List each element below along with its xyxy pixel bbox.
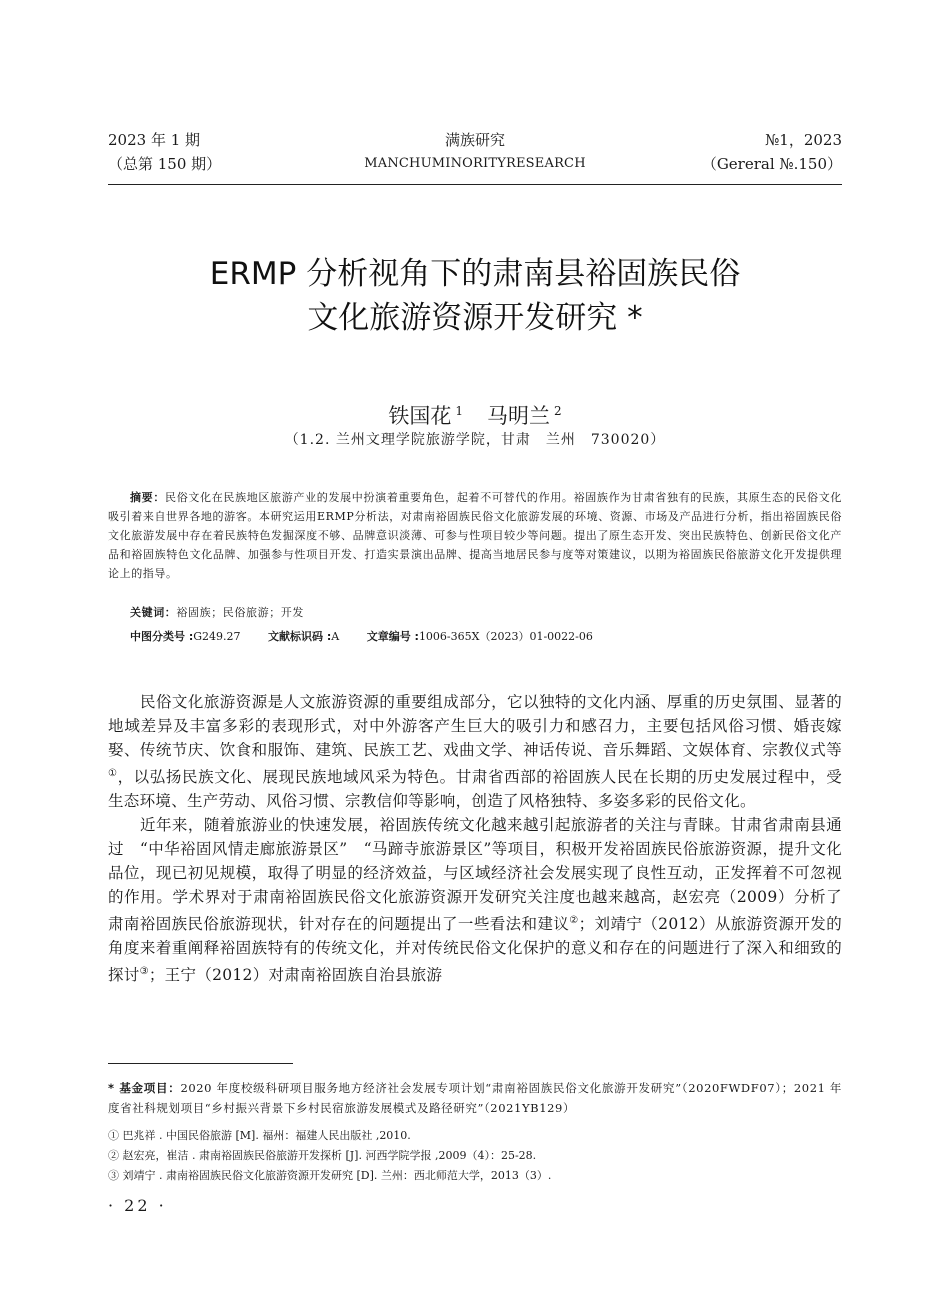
title-line-2: 文化旅游资源开发研究 * (307, 300, 643, 336)
footnote-ref-2[interactable]: ② (569, 915, 579, 927)
author-line (108, 396, 842, 431)
footnote-ref-1[interactable]: ① (108, 768, 118, 779)
page-number: · 22 · (108, 1196, 167, 1215)
classification-line (130, 628, 617, 646)
footnote-1: ① 巴兆祥 . 中国民俗旅游 [M]. 福州：福建人民出版社 ,2010. (108, 1129, 411, 1142)
footnote-ref-3[interactable]: ③ (139, 966, 149, 978)
footnote-list (108, 1126, 842, 1186)
abstract (108, 488, 842, 583)
doc-code-value: A (331, 630, 340, 643)
author-2: 马明兰 (487, 404, 550, 428)
abstract-label: 摘要： (130, 491, 166, 504)
title-line-1: ERMP 分析视角下的肃南县裕固族民俗 (209, 256, 741, 292)
header-journal-english: MANCHUMINORITYRESEARCH (364, 156, 586, 171)
funding-note (108, 1078, 842, 1118)
header-issue-line2: （总第 150 期） (108, 155, 222, 173)
funding-label: * 基金项目： (108, 1081, 181, 1095)
header-volume-line1: №1，2023 (765, 131, 842, 149)
running-header (108, 128, 842, 184)
doc-code-label: 文献标识码 : (268, 630, 332, 643)
affiliation: （1.2. 兰州文理学院旅游学院，甘肃 兰州 730020） (284, 432, 666, 448)
header-journal-name: 满族研究 (444, 131, 505, 149)
footnote-rule (108, 1063, 293, 1064)
keywords (130, 604, 304, 622)
clc-label: 中图分类号 : (130, 630, 194, 643)
footnote-3: ③ 刘靖宁 . 肃南裕固族民俗文化旅游资源开发研究 [D]. 兰州：西北师范大学，2013（3）. (108, 1169, 552, 1182)
author-1: 铁国花 (388, 404, 452, 428)
author-1-affil-mark: 1 (455, 404, 463, 418)
header-volume (702, 128, 842, 176)
article-number-value: 1006-365X（2023）01-0022-06 (418, 630, 593, 643)
footnote-2: ② 赵宏亮，崔洁 . 肃南裕固族民俗旅游开发探析 [J]. 河西学院学报 ,2009（4）：25-28. (108, 1149, 537, 1162)
body-paragraph: 民俗文化旅游资源是人文旅游资源的重要组成部分，它以独特的文化内涵、厚重的历史氛围、显著的地域差异及丰富多彩的表现形式，对中外游客产生巨大的吸引力和感召力，主要包括风俗习惯、婚丧嫁娶、传统节庆、饮食和服饰、建筑、民族工艺、戏曲文学、神话传说、音乐舞蹈、文娱体育、宗教仪式等①，以弘扬民族文化、展现民族地域风采为特色。甘肃省西部的裕固族人民在长期的历史发展过程中，受生态环境、生产劳动、风俗习惯、宗教信仰等影响，创造了风格独特、多姿多彩的民俗文化。 (108, 693, 842, 811)
keywords-label: 关键词： (130, 606, 177, 619)
header-rule (108, 184, 842, 185)
header-volume-line2: （Gereral №.150） (701, 155, 842, 173)
article-number-label: 文章编号 : (366, 630, 419, 643)
author-2-affil-mark: 2 (554, 404, 562, 418)
abstract-text: 民俗文化在民族地区旅游产业的发展中扮演着重要角色，起着不可替代的作用。裕固族作为甘肃省独有的民族，其原生态的民俗文化吸引着来自世界各地的游客。本研究运用ERMP分析法，对肃南裕固族民俗文化旅游发展的环境、资源、市场及产品进行分析，指出裕固族民俗文化旅游发展中存在着民族特色发掘深度不够、品牌意识淡薄、可参与性项目较少等问题。提出了原生态开发、突出民族特色、创新民俗文化产品和裕固族特色文化品牌、加强参与性项目开发、打造实景演出品牌、提高当地居民参与度等对策建议，以期为裕固族民俗旅游文化开发提供理论上的指导。 (108, 491, 842, 580)
body-paragraph: 近年来，随着旅游业的快速发展，裕固族传统文化越来越引起旅游者的关注与青睐。甘肃省肃南县通过 “中华裕固风情走廊旅游景区” “马蹄寺旅游景区”等项目，积极开发裕固族民俗旅游资源，提升文化品位，现已初见规模，取得了明显的经济效益，与区域经济社会发展实现了良性互动，正发挥着不可忽视的作用。学术界对于肃南裕固族民俗文化旅游资源开发研究关注度也越来越高，赵宏亮（2009）分析了肃南裕固族民俗旅游现状，针对存在的问题提出了一些看法和建议②；刘靖宁（2012）从旅游资源开发的角度来着重阐释裕固族特有的传统文化，并对传统民俗文化保护的意义和存在的问题进行了深入和细致的探讨③；王宁（2012）对肃南裕固族自治县旅游 (108, 816, 842, 985)
funding-text: 2020 年度校级科研项目服务地方经济社会发展专项计划“肃南裕固族民俗文化旅游开发研究”（2020FWDF07）；2021 年度省社科规划项目“乡村振兴背景下乡村民宿旅游发展模式及路径研究”（2021YB129） (108, 1081, 842, 1115)
clc-value: G249.27 (193, 630, 241, 643)
header-issue-line1: 2023 年 1 期 (108, 131, 201, 149)
keywords-text: 裕固族；民俗旅游；开发 (176, 606, 305, 619)
article-title (108, 252, 842, 340)
body-text (108, 690, 842, 987)
